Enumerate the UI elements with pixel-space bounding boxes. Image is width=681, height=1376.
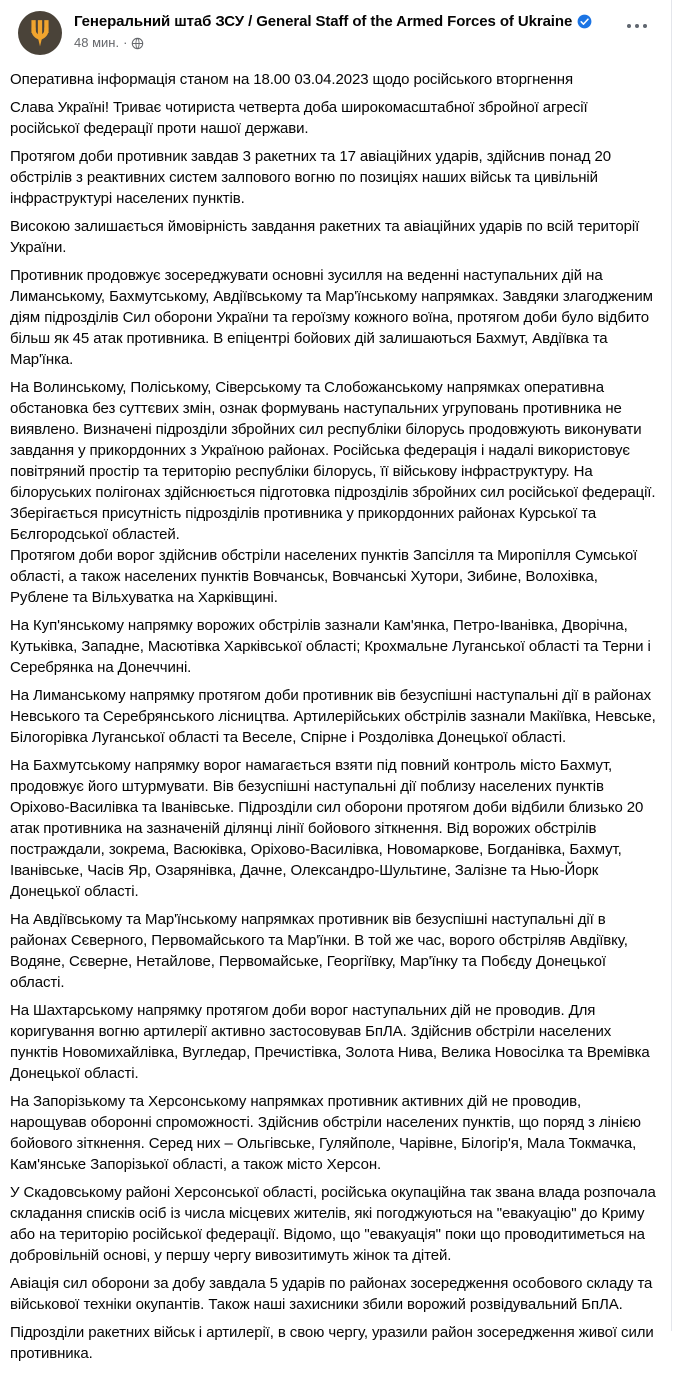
timestamp-link[interactable]: 48 мин. xyxy=(74,35,120,50)
post-text xyxy=(0,57,671,1376)
post-paragraph: Противник продовжує зосереджувати основні зусилля на веденні наступальних дій на Лиманському, Бахмутському, Авдіївському та Мар'їнському напрямках. Завдяки злагодженим діям підрозділів Сил оборони України та героїзму кожного воїна, протягом доби було відбито більш як 45 атак противника. В епіцентрі бойових дій залишаються Бахмут, Авдіївка та Мар'їнка. xyxy=(10,267,653,368)
post-options-button[interactable] xyxy=(625,18,649,34)
post-paragraph: Авіація сил оборони за добу завдала 5 ударів по районах зосередження особового складу та військової техніки окупантів. Також наші захисники збили ворожий розвідувальний БпЛА. xyxy=(10,1275,653,1313)
post-paragraph: Протягом доби противник завдав 3 ракетних та 17 авіаційних ударів, здійснив понад 20 обстрілів з реактивних систем залпового вогню по позиціях наших військ та цивільній інфраструктурі населених пунктів. xyxy=(10,148,611,207)
page-name-link[interactable]: Генеральний штаб ЗСУ / General Staff of the Armed Forces of Ukraine xyxy=(74,13,573,30)
post-paragraph: На Шахтарському напрямку протягом доби ворог наступальних дій не проводив. Для коригування вогню артилерії активно застосовував БпЛА. Здійснив обстріли населених пунктів Новомихайлівка, Вугледар, Пречистівка, Золота Нива, Велика Новосілка та Времівка Донецької області. xyxy=(10,1002,650,1082)
avatar[interactable] xyxy=(18,11,62,55)
post-paragraph: На Авдіївському та Мар'їнському напрямках противник вів безуспішні наступальні дії в районах Сєверного, Первомайського та Мар'їнки. В той же час, ворого обстріляв Авдіївку, Водяне, Сєверне, Нетайлове, Первомайське, Георгіївку, Мар'їнку та Побєду Донецької області. xyxy=(10,911,628,991)
verified-badge-icon xyxy=(577,14,592,29)
post-paragraph: На Волинському, Поліському, Сіверському та Слобожанському напрямках оперативна обстановка без суттєвих змін, ознак формувань наступальних угруповань противника не виявлено. Визначені підрозділи збройних сил республіки білорусь продовжують виконувати завдання у прикордонних з Україною районах. Російська федерація і надалі використовує повітряний простір та територію республіки білорусь, її військову інфраструктуру. На білоруських полігонах здійснюється підготовка підрозділів збройних сил російської федерації. xyxy=(10,379,656,501)
post-paragraph: Зберігається присутність підрозділів противника у прикордонних районах Курської та Бєлгородської областей. xyxy=(10,505,597,543)
post-paragraph: Підрозділи ракетних військ і артилерії, в свою чергу, уразили район зосередження живої сили противника. xyxy=(10,1324,654,1362)
post-paragraph: Високою залишається ймовірність завдання ракетних та авіаційних ударів по всій території України. xyxy=(10,218,640,256)
trident-emblem-icon xyxy=(27,18,53,48)
globe-public-icon xyxy=(131,37,144,50)
post-header xyxy=(0,0,671,57)
post-paragraph: У Скадовському районі Херсонської області, російська окупаційна так звана влада розпочала складання списків осіб із числа місцевих жителів, які погоджуються на "евакуацію" до Криму або на територію російської федерації. Відомо, що "евакуація" поки що проводитиметься на добровільній основі, у першу чергу вивозитимуть жінок та дітей. xyxy=(10,1184,656,1264)
post-paragraph: Протягом доби ворог здійснив обстріли населених пунктів Запсілля та Миропілля Сумської області, а також населених пунктів Вовчанськ, Вовчанські Хутори, Зибине, Волохівка, Рублене та Вільхуватка на Харківщині. xyxy=(10,547,638,606)
post-paragraph: На Запорізькому та Херсонському напрямках противник активних дій не проводив, нарощував оборонні спроможності. Здійснив обстріли населених пунктів, що поряд з лінією бойового зіткнення. Серед них – Ольгівське, Гуляйполе, Чарівне, Білогір'я, Мала Токмачка, Кам'янське Запорізької області, а також місто Херсон. xyxy=(10,1093,641,1173)
header-meta xyxy=(74,11,592,51)
post-paragraph: На Лиманському напрямку протягом доби противник вів безуспішні наступальні дії в районах Невського та Серебрянського лісництва. Артилерійських обстрілів зазнали Макіївка, Невське, Білогорівка Луганської області та Веселе, Спірне і Роздолівка Донецької області. xyxy=(10,687,656,746)
meta-separator: · xyxy=(123,35,128,50)
post-paragraph: На Бахмутському напрямку ворог намагається взяти під повний контроль місто Бахмут, продовжує його штурмувати. Вів безуспішні наступальні дії поблизу населених пунктів Оріхово-Василівка та Іванівське. Підрозділи сил оборони протягом доби відбили близько 20 атак противника на зазначеній ділянці лінії бойового зіткнення. Від ворожих обстрілів постраждали, зокрема, Васюківка, Оріхово-Василівка, Новомаркове, Богданівка, Бахмут, Іванівське, Часів Яр, Озарянівка, Дачне, Олександро-Шультине, Залізне та Нью-Йорк Донецької області. xyxy=(10,757,644,900)
three-dots-icon xyxy=(627,24,647,28)
post-paragraph: Слава Україні! Триває чотириста четверта доба широкомасштабної збройної агресії російської федерації проти нашої держави. xyxy=(10,99,588,137)
post-paragraph: Оперативна інформація станом на 18.00 03.04.2023 щодо російського вторгнення xyxy=(10,71,573,88)
post-paragraph: На Куп'янському напрямку ворожих обстрілів зазнали Кам'янка, Петро-Іванівка, Дворічна, Кутьківка, Западне, Масютівка Харківської області; Крохмальне Луганської області та Терни і Серебрянка на Донеччині. xyxy=(10,617,651,676)
